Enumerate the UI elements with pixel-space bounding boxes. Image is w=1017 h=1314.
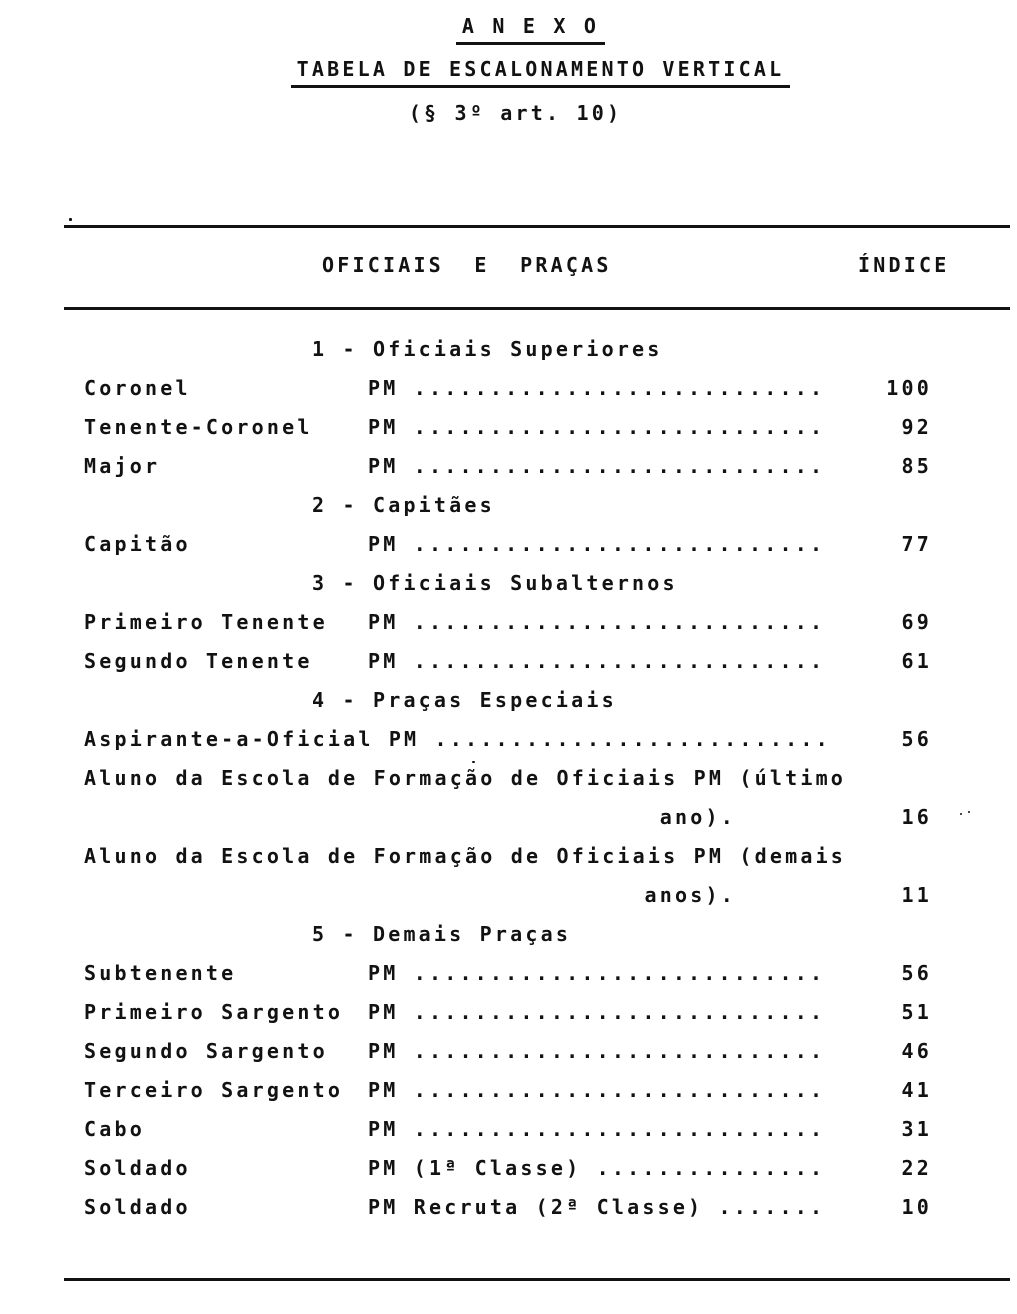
reference-block	[0, 101, 1017, 125]
doc-subtitle: TABELA DE ESCALONAMENTO VERTICAL	[291, 57, 791, 88]
index-cell: 51	[901, 1000, 932, 1024]
rank-cell: Tenente-Coronel	[84, 415, 313, 439]
index-cell: 11	[901, 883, 932, 907]
table-row	[84, 1116, 932, 1155]
column-header-oficiais-e-pracas: OFICIAIS E PRAÇAS	[322, 253, 612, 277]
scan-speckle	[960, 813, 962, 815]
doc-reference: (§ 3º art. 10)	[408, 101, 623, 125]
table-row	[84, 1194, 932, 1233]
index-cell: 22	[901, 1156, 932, 1180]
table-row	[84, 999, 932, 1038]
leader-cell: PM ...........................	[368, 1078, 826, 1102]
table-row-wrapped-end	[84, 882, 932, 921]
scan-speckle	[69, 218, 72, 221]
index-cell: 56	[901, 961, 932, 985]
table-row-wrapped-label: Aluno da Escola de Formação de Oficiais PM (último	[84, 766, 847, 790]
column-header-indice: ÍNDICE	[858, 253, 950, 277]
leader-cell: PM ...........................	[368, 1117, 826, 1141]
table-top-rule	[64, 225, 1010, 228]
table-row	[84, 414, 932, 453]
section-heading: 5 - Demais Praças	[312, 922, 572, 946]
table-row	[84, 1155, 932, 1194]
index-cell: 77	[901, 532, 932, 556]
rank-cell: Major	[84, 454, 161, 478]
index-cell: 92	[901, 415, 932, 439]
index-cell: 100	[886, 376, 932, 400]
rank-cell: Soldado	[84, 1156, 191, 1180]
rank-cell: Coronel	[84, 376, 191, 400]
table-row	[84, 648, 932, 687]
leader-cell: PM ...........................	[368, 961, 826, 985]
rank-cell: Primeiro Sargento	[84, 1000, 344, 1024]
leader-cell: PM ...........................	[368, 532, 826, 556]
leader-cell: PM ...........................	[368, 415, 826, 439]
index-cell: 16	[901, 805, 932, 829]
rank-cell: Capitão	[84, 532, 191, 556]
section-heading: 3 - Oficiais Subalternos	[312, 571, 678, 595]
table-row	[84, 453, 932, 492]
index-cell: 46	[901, 1039, 932, 1063]
section-heading: 2 - Capitães	[312, 493, 495, 517]
leader-cell: PM ...........................	[368, 1000, 826, 1024]
doc-title: A N E X O	[456, 14, 605, 45]
rank-cell: Subtenente	[84, 961, 237, 985]
rank-cell: Segundo Sargento	[84, 1039, 328, 1063]
index-cell: 85	[901, 454, 932, 478]
leader-cell: PM ...........................	[368, 376, 826, 400]
table-header-rule	[64, 307, 1010, 310]
rank-cell: Soldado	[84, 1195, 191, 1219]
table-row-wrapped-end	[84, 804, 932, 843]
wrap-continuation-cell: ano).	[659, 805, 736, 829]
table-body	[84, 336, 932, 1233]
leader-cell: PM ...........................	[368, 649, 826, 673]
leader-cell: PM ...........................	[368, 454, 826, 478]
scan-speckle	[472, 761, 475, 763]
table-row	[84, 1038, 932, 1077]
rank-cell: Cabo	[84, 1117, 145, 1141]
section-heading: 1 - Oficiais Superiores	[312, 337, 663, 361]
index-cell: 56	[901, 727, 932, 751]
leader-cell: PM Recruta (2ª Classe) .......	[368, 1195, 826, 1219]
leader-cell: Aspirante-a-Oficial PM ..........................	[84, 727, 831, 751]
leader-cell: PM ...........................	[368, 610, 826, 634]
subtitle-block	[0, 57, 1017, 88]
leader-cell: PM (1ª Classe) ...............	[368, 1156, 826, 1180]
section-heading: 4 - Praças Especiais	[312, 688, 617, 712]
table-row	[84, 960, 932, 999]
table-row-wide	[84, 726, 932, 765]
table-bottom-rule	[64, 1278, 1010, 1281]
index-cell: 69	[901, 610, 932, 634]
index-cell: 10	[901, 1195, 932, 1219]
table-row	[84, 1077, 932, 1116]
table-row	[84, 609, 932, 648]
index-cell: 61	[901, 649, 932, 673]
leader-cell: PM ...........................	[368, 1039, 826, 1063]
rank-cell: Segundo Tenente	[84, 649, 313, 673]
wrap-continuation-cell: anos).	[644, 883, 736, 907]
table-row	[84, 531, 932, 570]
rank-cell: Terceiro Sargento	[84, 1078, 344, 1102]
index-cell: 41	[901, 1078, 932, 1102]
index-cell: 31	[901, 1117, 932, 1141]
rank-cell: Primeiro Tenente	[84, 610, 328, 634]
scan-speckle	[968, 811, 970, 813]
table-row-wrapped-label: Aluno da Escola de Formação de Oficiais PM (demais	[84, 844, 847, 868]
title-block	[0, 14, 1017, 45]
table-row	[84, 375, 932, 414]
